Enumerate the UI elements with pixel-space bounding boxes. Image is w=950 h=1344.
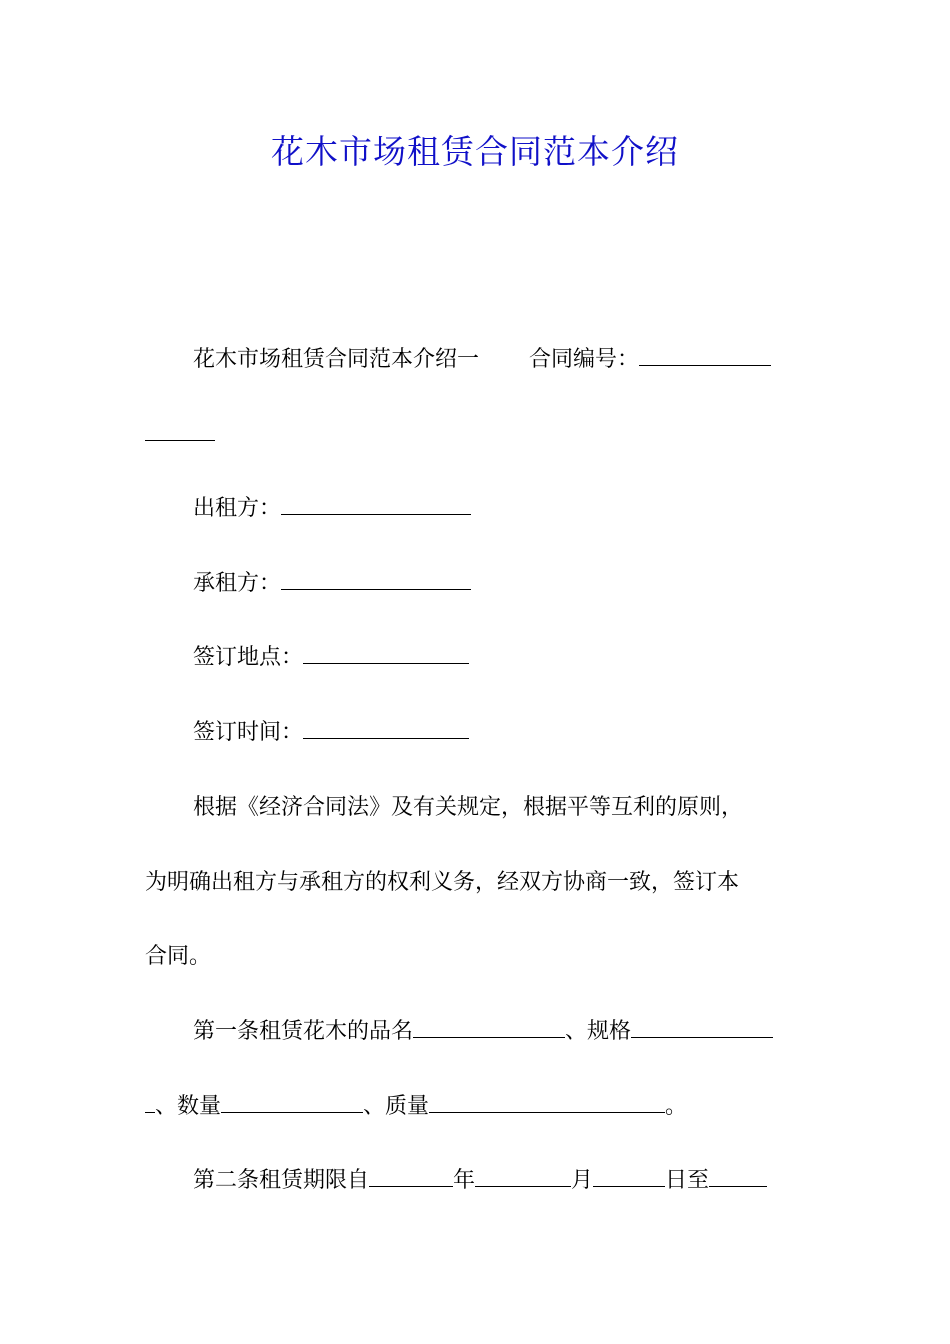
year-label: 年 bbox=[453, 1168, 476, 1193]
contract-number-label: 合同编号： bbox=[529, 347, 640, 372]
signing-place-blank bbox=[303, 643, 469, 664]
start-month-blank bbox=[475, 1166, 571, 1187]
item-name-blank bbox=[413, 1017, 565, 1038]
end-date-blank bbox=[709, 1166, 767, 1187]
start-day-blank bbox=[593, 1166, 665, 1187]
spec-blank bbox=[631, 1017, 773, 1038]
lessor-line bbox=[145, 494, 855, 524]
preamble-line-3: 合同。 bbox=[145, 944, 212, 969]
intro-label: 花木市场租赁合同范本介绍一 bbox=[193, 347, 480, 372]
article-2-line-1 bbox=[145, 1166, 855, 1196]
day-to-label: 日至 bbox=[665, 1168, 710, 1193]
signing-place-label: 签订地点： bbox=[193, 645, 304, 670]
signing-time-label: 签订时间： bbox=[193, 720, 304, 745]
quality-blank bbox=[429, 1092, 665, 1113]
article-1-item-name-label: 第一条租赁花木的品名 bbox=[193, 1019, 414, 1044]
lessee-label: 承租方： bbox=[193, 571, 282, 596]
article-1-quality-label: 、质量 bbox=[363, 1094, 430, 1119]
document-title: 花木市场租赁合同范本介绍 bbox=[271, 132, 679, 171]
article-2-period-label: 第二条租赁期限自 bbox=[193, 1168, 370, 1193]
article-1-period: 。 bbox=[665, 1094, 688, 1119]
preamble-line-2: 为明确出租方与承租方的权利义务，经双方协商一致，签订本 bbox=[145, 870, 740, 895]
preamble-line-1: 根据《经济合同法》及有关规定，根据平等互利的原则， bbox=[193, 795, 744, 820]
contract-number-blank bbox=[639, 345, 771, 366]
contract-number-continuation bbox=[145, 420, 807, 450]
start-year-blank bbox=[369, 1166, 453, 1187]
lessor-label: 出租方： bbox=[193, 496, 282, 521]
lessee-line bbox=[145, 569, 855, 599]
lessee-blank bbox=[281, 569, 471, 590]
contract-number-blank-continued bbox=[145, 420, 215, 441]
article-1-quantity-label: 、数量 bbox=[155, 1094, 222, 1119]
signing-place-line bbox=[145, 643, 855, 673]
lessor-blank bbox=[281, 494, 471, 515]
article-1-spec-label: 、规格 bbox=[565, 1019, 632, 1044]
month-label: 月 bbox=[571, 1168, 594, 1193]
spec-blank-continued bbox=[145, 1092, 155, 1113]
contract-number-line bbox=[145, 345, 855, 375]
article-1-line-1 bbox=[145, 1017, 855, 1047]
signing-time-line bbox=[145, 718, 855, 748]
quantity-blank bbox=[221, 1092, 363, 1113]
signing-time-blank bbox=[303, 718, 469, 739]
article-1-line-2 bbox=[145, 1092, 807, 1122]
